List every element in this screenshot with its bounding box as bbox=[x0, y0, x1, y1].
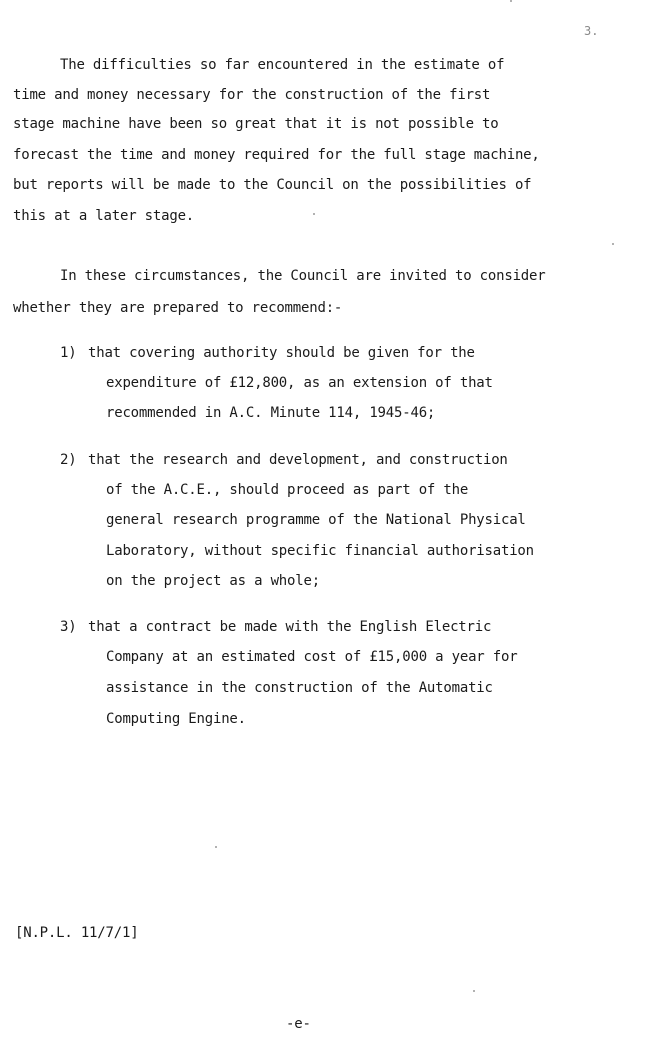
paper-speck bbox=[215, 846, 217, 848]
text-line: time and money necessary for the construction of the first bbox=[13, 87, 491, 103]
text-line: stage machine have been so great that it is not possible to bbox=[13, 116, 499, 132]
text-line: Company at an estimated cost of £15,000 a year for bbox=[106, 649, 518, 665]
text-line: general research programme of the National Physical bbox=[106, 512, 526, 528]
text-line: whether they are prepared to recommend:- bbox=[13, 300, 343, 316]
text-line: this at a later stage. bbox=[13, 208, 195, 224]
text-line: assistance in the construction of the Automatic bbox=[106, 680, 493, 696]
text-line: Computing Engine. bbox=[106, 711, 246, 727]
paper-speck bbox=[473, 990, 475, 992]
item-number: 3) bbox=[60, 619, 77, 635]
corner-mark: 3. bbox=[584, 24, 599, 38]
paper-speck bbox=[510, 0, 512, 2]
text-line: expenditure of £12,800, as an extension of that bbox=[106, 375, 493, 391]
text-line: forecast the time and money required for the full stage machine, bbox=[13, 147, 540, 163]
text-line: recommended in A.C. Minute 114, 1945-46; bbox=[106, 405, 436, 421]
paper-speck bbox=[612, 243, 614, 245]
page-number: -e- bbox=[286, 1016, 311, 1032]
text-line: Laboratory, without specific financial authorisation bbox=[106, 543, 534, 559]
item-number: 2) bbox=[60, 452, 77, 468]
text-line: that a contract be made with the English Electric bbox=[88, 619, 492, 635]
text-line: that covering authority should be given for the bbox=[88, 345, 475, 361]
file-reference: [N.P.L. 11/7/1] bbox=[15, 925, 139, 941]
text-line: of the A.C.E., should proceed as part of the bbox=[106, 482, 469, 498]
text-line: that the research and development, and construction bbox=[88, 452, 508, 468]
item-number: 1) bbox=[60, 345, 77, 361]
paper-speck bbox=[313, 213, 315, 215]
text-line: but reports will be made to the Council on the possibilities of bbox=[13, 177, 532, 193]
text-line: The difficulties so far encountered in the estimate of bbox=[60, 57, 505, 73]
text-line: on the project as a whole; bbox=[106, 573, 320, 589]
text-line: In these circumstances, the Council are invited to consider bbox=[60, 268, 546, 284]
